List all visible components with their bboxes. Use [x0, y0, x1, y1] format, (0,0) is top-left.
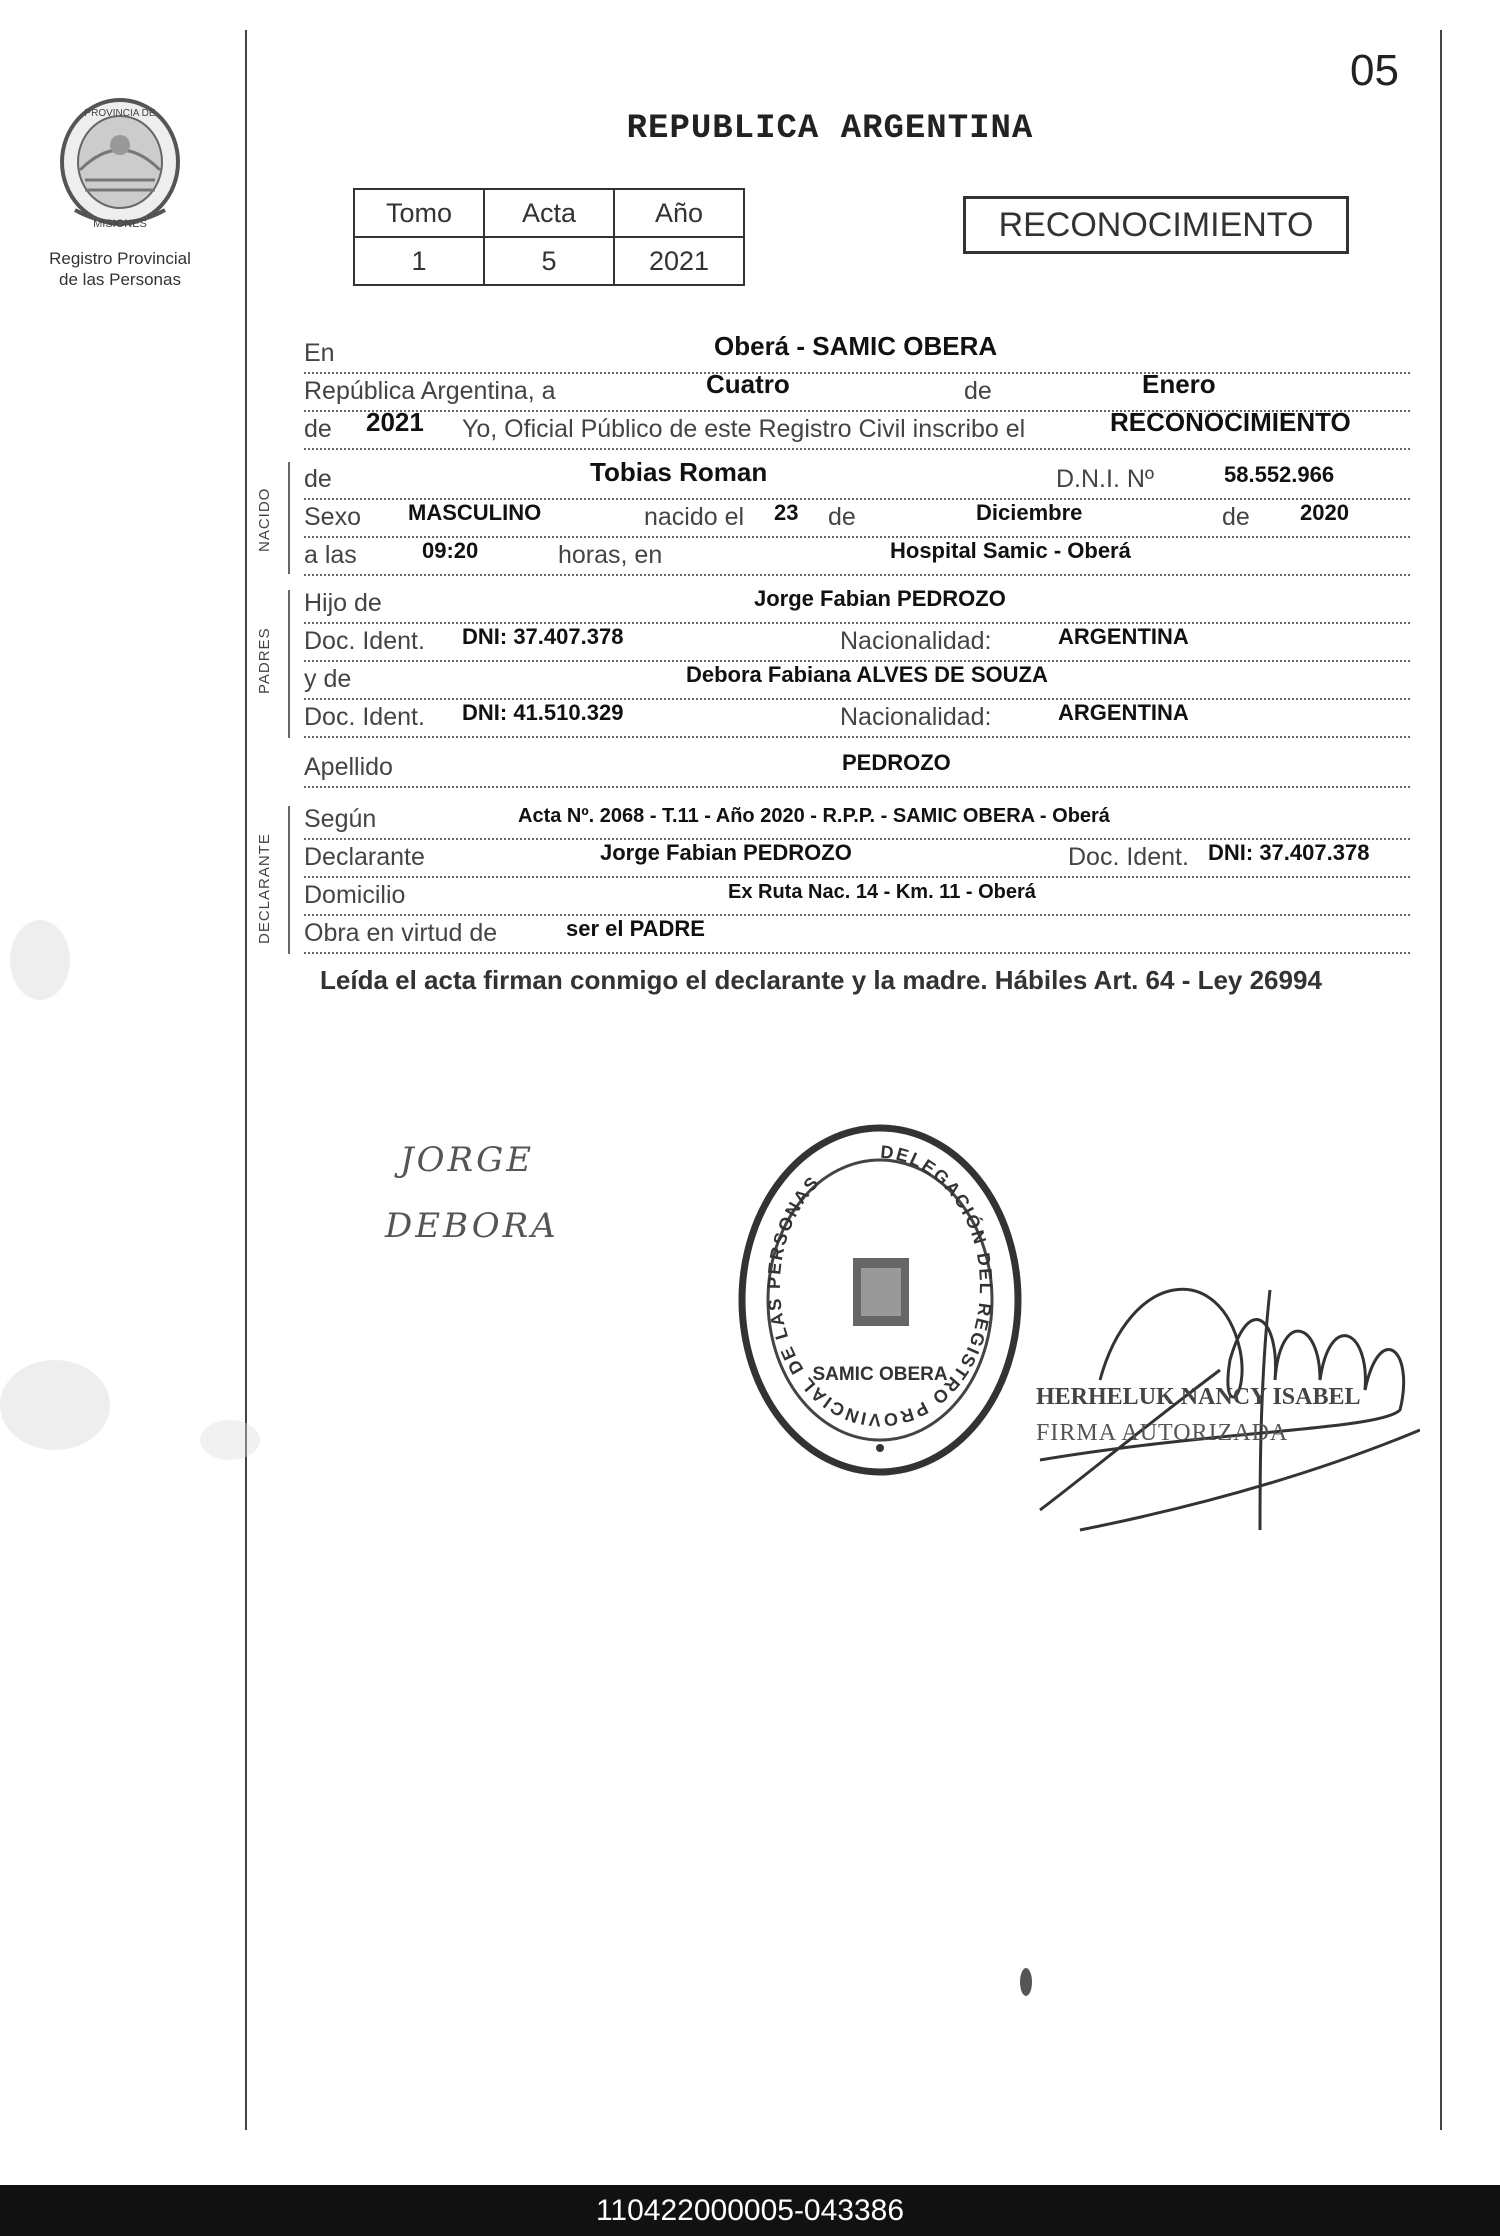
- label-inscribo: Yo, Oficial Público de este Registro Civil inscribo el: [462, 415, 1026, 443]
- label-obra: Obra en virtud de: [304, 919, 498, 947]
- closing-statement: Leída el acta firman conmigo el declarante y la madre. Hábiles Art. 64 - Ley 26994: [320, 965, 1322, 995]
- logo-text-top: PROVINCIA DE: [84, 108, 156, 119]
- act-type-box: RECONOCIMIENTO: [963, 196, 1349, 254]
- label-nacionalidad-madre: Nacionalidad:: [840, 703, 992, 731]
- label-horas-en: horas, en: [558, 541, 663, 569]
- record-header-anio: Año: [614, 189, 744, 237]
- scan-speck: [200, 1420, 260, 1460]
- value-padre: Jorge Fabian PEDROZO: [754, 586, 1006, 611]
- label-de-anio: de: [304, 415, 332, 443]
- value-segun: Acta Nº. 2068 - T.11 - Año 2020 - R.P.P. - SAMIC OBERA - Oberá: [518, 805, 1110, 827]
- row-padre-doc: [304, 626, 1410, 662]
- label-y-de: y de: [304, 665, 352, 693]
- record-table: [353, 188, 745, 286]
- logo-caption-line-1: Registro Provincial: [49, 249, 191, 268]
- value-madre-nac: ARGENTINA: [1058, 700, 1189, 725]
- value-dia: Cuatro: [706, 369, 790, 399]
- scan-speck: [0, 1360, 110, 1450]
- record-value-acta: 5: [484, 237, 614, 285]
- value-declarante: Jorge Fabian PEDROZO: [600, 840, 852, 865]
- row-apellido: [304, 752, 1410, 788]
- value-declarante-doc: DNI: 37.407.378: [1208, 840, 1370, 865]
- page-number: 05: [1350, 46, 1399, 95]
- value-madre-doc: DNI: 41.510.329: [462, 700, 624, 725]
- label-nacido-el: nacido el: [644, 503, 745, 531]
- label-declarante: Declarante: [304, 843, 425, 871]
- label-doc-ident-padre: Doc. Ident.: [304, 627, 425, 655]
- row-acto: [304, 407, 1410, 450]
- value-hora: 09:20: [422, 538, 479, 563]
- padres-bracket: [288, 590, 290, 738]
- label-domicilio: Domicilio: [304, 881, 406, 909]
- row-padre: [304, 588, 1410, 624]
- row-nombre: [304, 457, 1410, 500]
- row-declarante: [304, 842, 1410, 878]
- record-table-header-row: [354, 189, 744, 237]
- value-anio: 2021: [366, 407, 424, 437]
- label-doc-ident-declarante: Doc. Ident.: [1068, 843, 1189, 871]
- value-mes: Enero: [1142, 369, 1216, 399]
- record-value-anio: 2021: [614, 237, 744, 285]
- nacido-bracket: [288, 462, 290, 574]
- scan-speck: [1020, 1968, 1032, 1996]
- value-sexo: MASCULINO: [408, 500, 542, 525]
- row-madre: [304, 664, 1410, 700]
- row-nacimiento: [304, 502, 1410, 538]
- label-de-mes: de: [964, 377, 992, 405]
- row-obra: [304, 918, 1410, 954]
- value-lugar-nac: Hospital Samic - Oberá: [890, 538, 1131, 563]
- value-obra: ser el PADRE: [566, 916, 705, 941]
- value-dni: 58.552.966: [1224, 462, 1335, 487]
- value-acto: RECONOCIMIENTO: [1110, 407, 1351, 437]
- declarante-bracket: [288, 806, 290, 954]
- right-margin-line: [1440, 30, 1442, 2130]
- stamp-inner-text: SAMIC OBERA: [812, 1364, 948, 1385]
- label-de-nombre: de: [304, 465, 332, 493]
- value-dia-nac: 23: [774, 500, 799, 525]
- section-declarante: DECLARANTE: [256, 833, 273, 944]
- handwritten-signature-father: JORGE: [400, 1140, 535, 1180]
- value-domicilio: Ex Ruta Nac. 14 - Km. 11 - Oberá: [728, 881, 1036, 903]
- row-hora-lugar: [304, 540, 1410, 576]
- document-barcode-number: 110422000005-043386: [0, 2185, 1500, 2236]
- logo-caption-line-2: de las Personas: [59, 270, 181, 289]
- row-domicilio: [304, 880, 1410, 916]
- official-name: HERHELUK NANCY ISABEL: [1036, 1384, 1361, 1410]
- official-stamp: [735, 1118, 1025, 1483]
- value-apellido: PEDROZO: [842, 750, 951, 775]
- value-madre: Debora Fabiana ALVES DE SOUZA: [686, 662, 1048, 687]
- label-a-las: a las: [304, 541, 357, 569]
- value-lugar: Oberá - SAMIC OBERA: [714, 331, 998, 361]
- section-nacido: NACIDO: [256, 487, 273, 552]
- label-republica: República Argentina, a: [304, 377, 556, 405]
- left-margin-line: [245, 30, 247, 2130]
- row-madre-doc: [304, 702, 1410, 738]
- section-padres: PADRES: [256, 627, 273, 694]
- label-apellido: Apellido: [304, 753, 393, 781]
- record-value-tomo: 1: [354, 237, 484, 285]
- logo-caption: [30, 248, 210, 290]
- value-mes-nac: Diciembre: [976, 500, 1083, 525]
- value-anio-nac: 2020: [1300, 500, 1349, 525]
- logo-text-bottom: MISIONES: [93, 218, 147, 230]
- label-sexo: Sexo: [304, 503, 361, 531]
- label-nacionalidad-padre: Nacionalidad:: [840, 627, 992, 655]
- scan-speck: [10, 920, 70, 1000]
- label-de-anio-nac: de: [1222, 503, 1250, 531]
- record-header-acta: Acta: [484, 189, 614, 237]
- label-segun: Según: [304, 805, 377, 833]
- handwritten-signature-mother: DEBORA: [385, 1206, 559, 1246]
- stamp-ring-text: DELEGACIÓN DEL REGISTRO PROVINCIAL DE LAS PERSONAS: [763, 1141, 997, 1431]
- value-padre-nac: ARGENTINA: [1058, 624, 1189, 649]
- province-coat-of-arms-logo: [50, 90, 190, 240]
- row-lugar: [304, 331, 1410, 374]
- row-segun: [304, 804, 1410, 840]
- record-header-tomo: Tomo: [354, 189, 484, 237]
- label-hijo-de: Hijo de: [304, 589, 382, 617]
- value-padre-doc: DNI: 37.407.378: [462, 624, 624, 649]
- label-doc-ident-madre: Doc. Ident.: [304, 703, 425, 731]
- label-dni: D.N.I. Nº: [1056, 465, 1155, 493]
- document-title: REPUBLICA ARGENTINA: [626, 110, 1034, 148]
- record-table-value-row: [354, 237, 744, 285]
- value-nombre: Tobias Roman: [590, 457, 768, 487]
- official-title: FIRMA AUTORIZADA: [1036, 1420, 1289, 1446]
- label-en: En: [304, 339, 335, 367]
- label-de-mes-nac: de: [828, 503, 856, 531]
